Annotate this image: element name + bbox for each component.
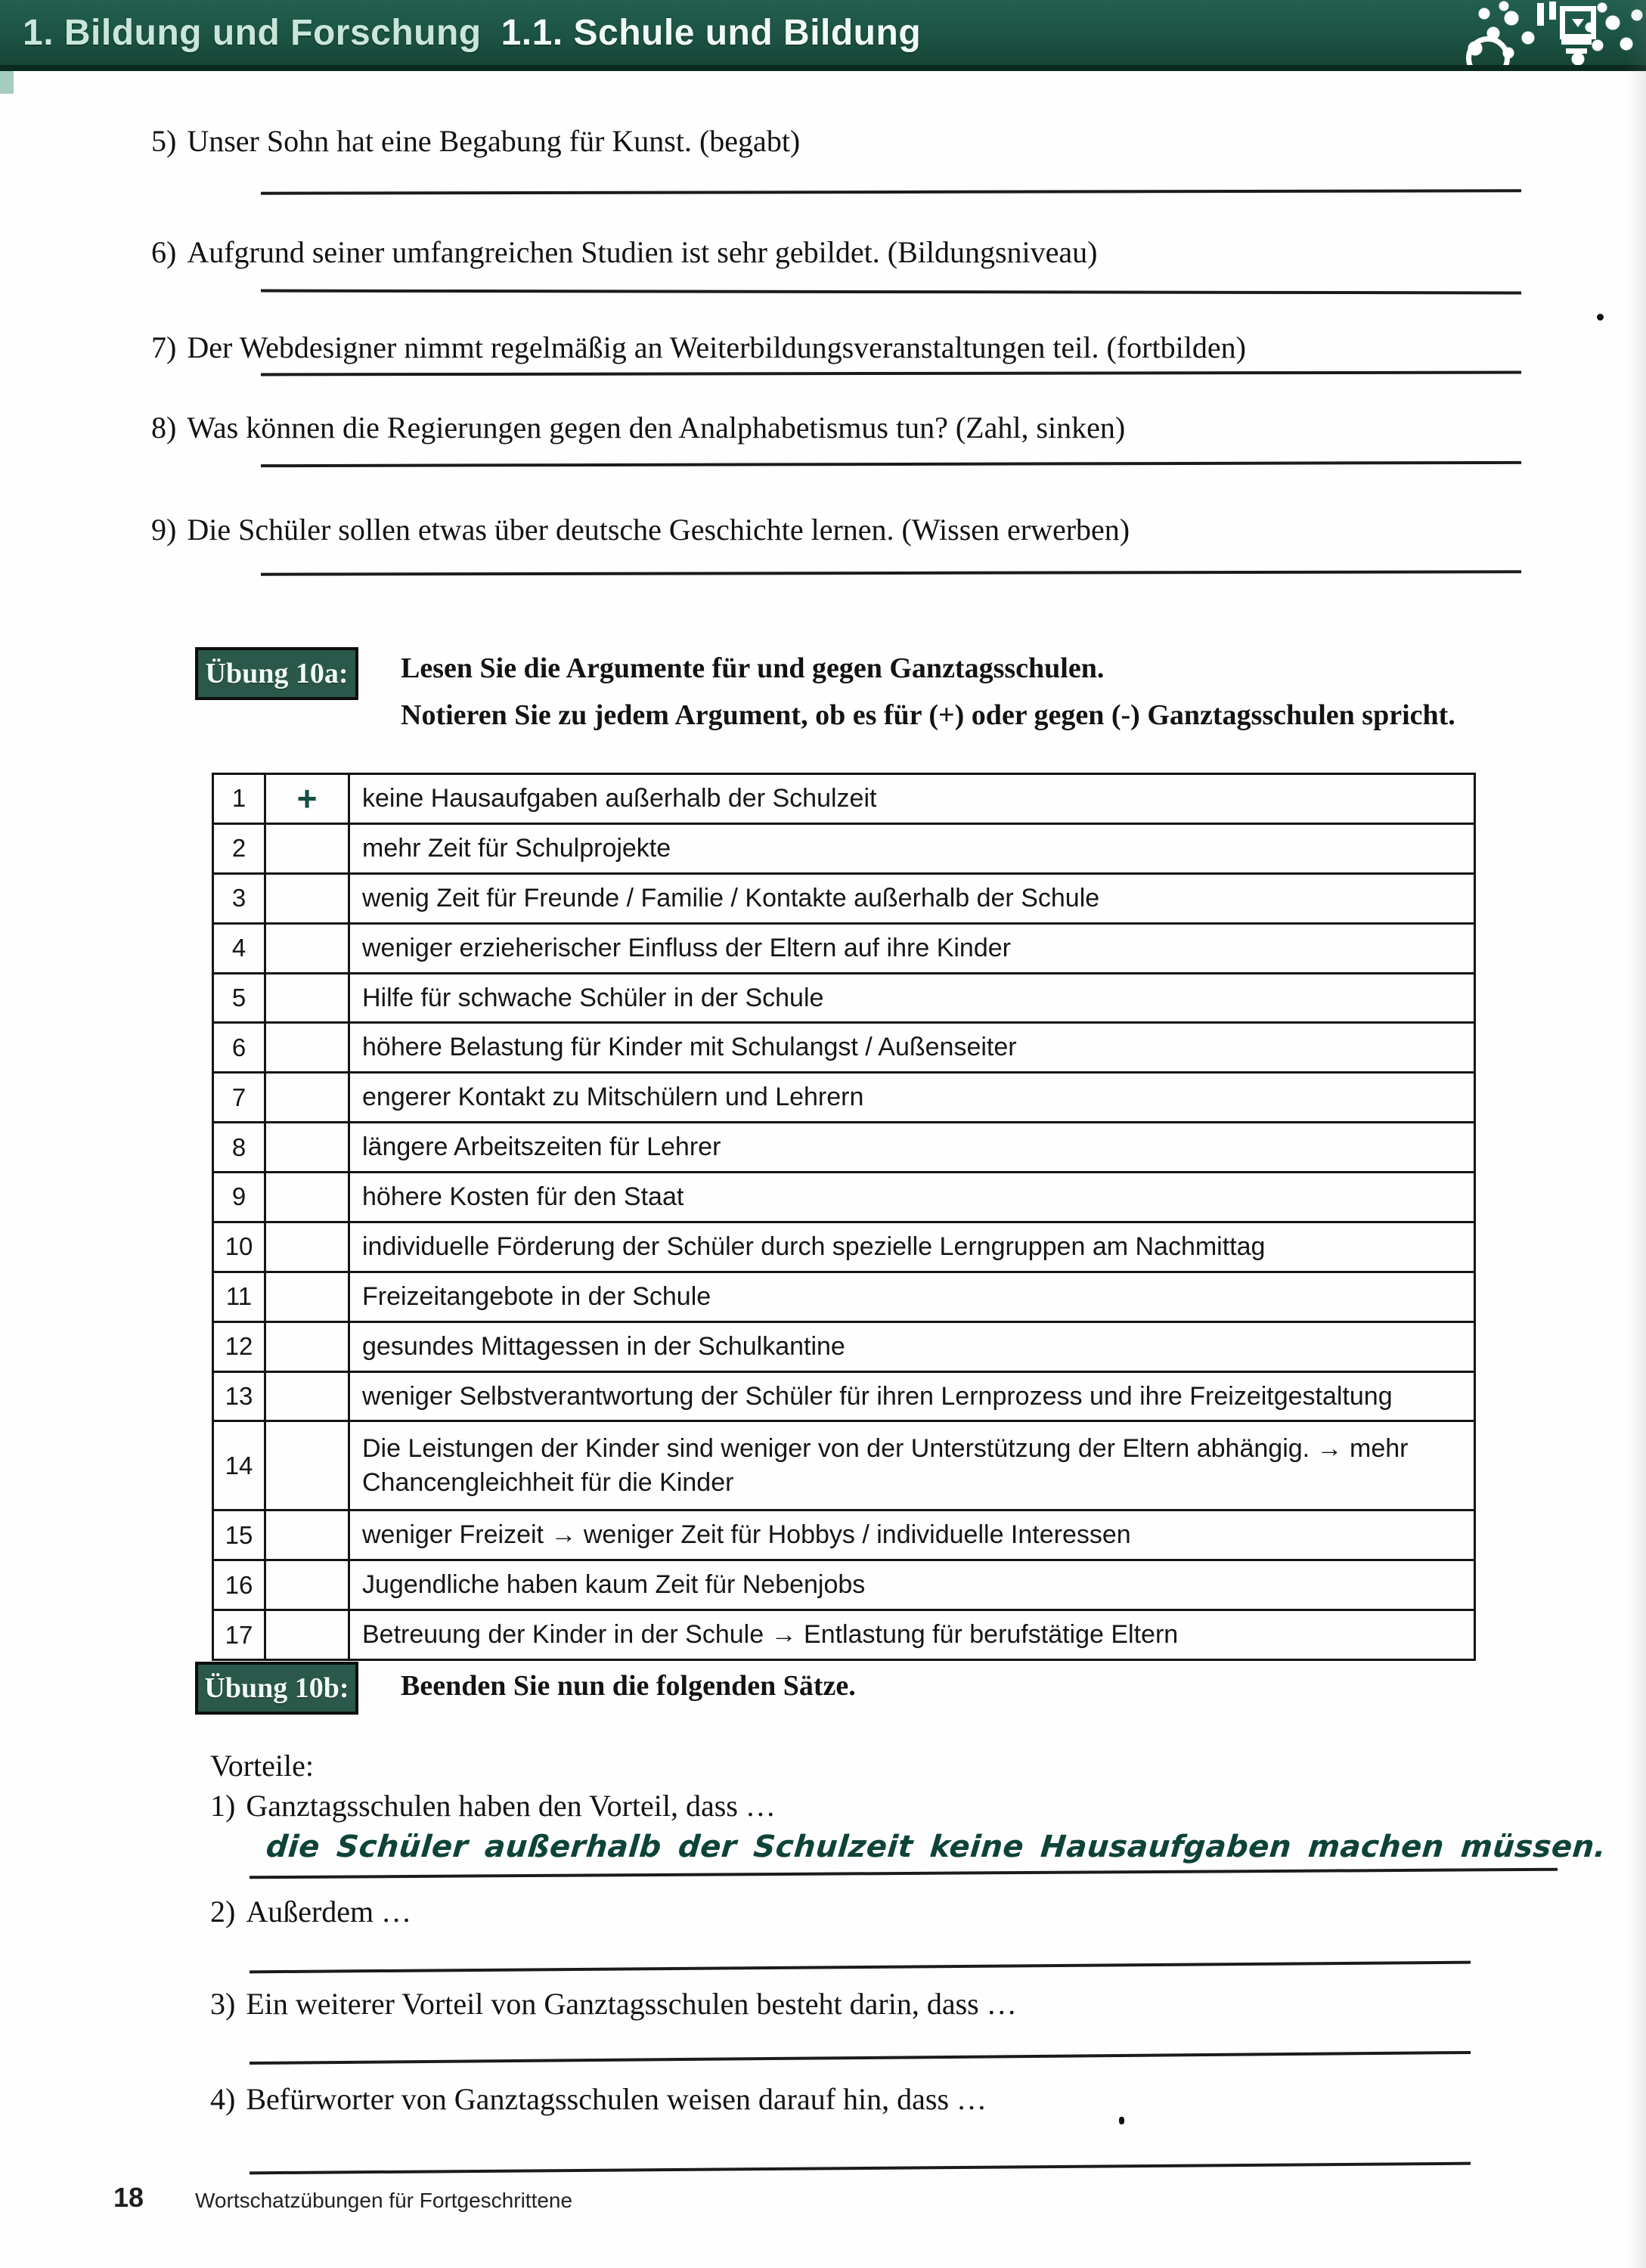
table-row — [213, 1321, 1475, 1371]
item-number: 2) — [210, 1895, 236, 1929]
exercise-badge-10a: Übung 10a: — [195, 647, 358, 700]
chapter-header-title — [23, 0, 921, 65]
ornament-bar-icon — [1549, 2, 1556, 20]
item-number: 6) — [151, 235, 177, 269]
table-row — [213, 823, 1475, 873]
item-text: Befürworter von Ganztagsschulen weisen darauf hin, dass … — [246, 2082, 987, 2116]
row-number: 16 — [213, 1560, 265, 1610]
chapter-header-bar — [0, 0, 1646, 71]
item-text: Außerdem … — [246, 1895, 412, 1929]
table-row — [213, 1222, 1475, 1272]
row-number: 2 — [213, 823, 265, 873]
exercise-item-5 — [151, 124, 800, 159]
ornament-triangle-icon — [1572, 19, 1584, 27]
exercise-item-9 — [151, 513, 1130, 547]
answer-blank-line — [261, 371, 1521, 376]
row-number: 14 — [213, 1421, 265, 1510]
instruction-line-1: Lesen Sie die Argumente für und gegen Ganztagsschulen. — [401, 652, 1105, 684]
exercise-item-6 — [151, 235, 1098, 270]
table-row — [213, 1560, 1475, 1610]
item-text: Ganztagsschulen haben den Vorteil, dass … — [246, 1789, 776, 1823]
table-row — [213, 1023, 1475, 1073]
table-row — [213, 973, 1475, 1023]
table-row — [213, 923, 1475, 973]
row-number: 4 — [213, 923, 265, 973]
table-row — [213, 1073, 1475, 1123]
chapter-title: 1. Bildung und Forschung — [23, 12, 482, 53]
row-number: 13 — [213, 1371, 265, 1421]
scan-artifact — [0, 71, 14, 94]
table-row — [213, 1173, 1475, 1222]
scan-edge-shadow — [1626, 0, 1646, 2268]
table-row — [213, 1272, 1475, 1321]
exercise-item-8 — [151, 411, 1125, 445]
completion-item-1 — [210, 1789, 776, 1823]
item-number: 5) — [151, 124, 177, 158]
completion-item-4 — [210, 2082, 987, 2117]
row-number: 7 — [213, 1073, 265, 1123]
section-title: 1.1. Schule und Bildung — [501, 12, 922, 53]
argument-text: keine Hausaufgaben außerhalb der Schulzeit — [349, 774, 1475, 824]
ornament-pattern-icon — [1465, 0, 1646, 65]
answer-blank-line — [250, 1961, 1471, 1974]
table-row — [213, 1123, 1475, 1173]
plus-minus-cell — [265, 1321, 349, 1371]
answer-blank-line — [261, 290, 1521, 295]
instruction-line-2: Notieren Sie zu jedem Argument, ob es für (+) oder gegen (-) Ganztagsschulen spricht. — [401, 699, 1455, 731]
row-number: 3 — [213, 873, 265, 923]
plus-minus-cell — [265, 1073, 349, 1123]
item-text: Was können die Regierungen gegen den Analphabetismus tun? (Zahl, sinken) — [187, 411, 1126, 445]
exercise-item-7 — [151, 330, 1246, 365]
table-row — [213, 774, 1475, 824]
ornament-bar-icon — [1561, 39, 1592, 45]
plus-minus-cell — [265, 1272, 349, 1321]
argument-text: weniger Freizeit → weniger Zeit für Hobbys / individuelle Interessen — [349, 1510, 1475, 1560]
table-row — [213, 1610, 1475, 1660]
table-row — [213, 1371, 1475, 1421]
answer-blank-line — [250, 2051, 1471, 2065]
table-row — [213, 1421, 1475, 1510]
instruction-10b: Beenden Sie nun die folgenden Sätze. — [401, 1670, 856, 1702]
plus-minus-cell — [265, 1023, 349, 1073]
plus-minus-cell — [265, 823, 349, 873]
argument-text: gesundes Mittagessen in der Schulkantine — [349, 1321, 1475, 1371]
row-number: 11 — [213, 1272, 265, 1321]
completion-item-2 — [210, 1895, 411, 1929]
plus-minus-cell — [265, 873, 349, 923]
row-number: 1 — [213, 774, 265, 824]
row-number: 5 — [213, 973, 265, 1023]
argument-text: höhere Kosten für den Staat — [349, 1173, 1475, 1222]
plus-minus-cell — [265, 1222, 349, 1272]
plus-minus-cell — [265, 1510, 349, 1560]
argument-text: Hilfe für schwache Schüler in der Schule — [349, 973, 1475, 1023]
row-number: 15 — [213, 1510, 265, 1560]
scan-artifact — [1119, 2117, 1124, 2124]
row-number: 9 — [213, 1173, 265, 1222]
plus-minus-cell — [265, 1610, 349, 1660]
row-number: 12 — [213, 1321, 265, 1371]
plus-minus-cell — [265, 973, 349, 1023]
item-text: Der Webdesigner nimmt regelmäßig an Weiterbildungsveranstaltungen teil. (fortbilden) — [187, 330, 1246, 364]
argument-text: Die Leistungen der Kinder sind weniger von der Unterstützung der Eltern abhängig. → mehr Chancengleichheit für die Kinder — [349, 1421, 1475, 1510]
item-number: 1) — [210, 1789, 236, 1823]
row-number: 6 — [213, 1023, 265, 1073]
argument-text: Jugendliche haben kaum Zeit für Nebenjobs — [349, 1560, 1475, 1610]
argument-text: höhere Belastung für Kinder mit Schulangst / Außenseiter — [349, 1023, 1475, 1073]
row-number: 10 — [213, 1222, 265, 1272]
page-number: 18 — [113, 2182, 144, 2213]
item-text: Ein weiterer Vorteil von Ganztagsschulen besteht darin, dass … — [246, 1987, 1017, 2021]
ornament-bar-icon — [1537, 3, 1544, 26]
argument-text: individuelle Förderung der Schüler durch spezielle Lerngruppen am Nachmittag — [349, 1222, 1475, 1272]
ornament-bar-icon — [1566, 48, 1587, 54]
answer-blank-line — [250, 2162, 1471, 2175]
argument-text: wenig Zeit für Freunde / Familie / Kontakte außerhalb der Schule — [349, 873, 1475, 923]
item-number: 7) — [151, 330, 177, 364]
item-number: 8) — [151, 411, 177, 445]
argument-text: Betreuung der Kinder in der Schule → Entlastung für berufstätige Eltern — [349, 1610, 1475, 1660]
plus-minus-cell: + — [265, 774, 349, 824]
item-text: Aufgrund seiner umfangreichen Studien ist sehr gebildet. (Bildungsniveau) — [187, 235, 1098, 269]
answer-blank-line — [261, 570, 1521, 575]
plus-minus-cell — [265, 1371, 349, 1421]
item-number: 4) — [210, 2082, 236, 2116]
arguments-table — [212, 773, 1476, 1661]
plus-minus-cell — [265, 1173, 349, 1222]
item-text: Die Schüler sollen etwas über deutsche Geschichte lernen. (Wissen erwerben) — [187, 513, 1130, 547]
item-text: Unser Sohn hat eine Begabung für Kunst. (begabt) — [187, 124, 801, 158]
handwritten-answer: die Schüler außerhalb der Schulzeit keine Hausaufgaben machen müssen. — [264, 1830, 1608, 1864]
argument-text: Freizeitangebote in der Schule — [349, 1272, 1475, 1321]
answer-blank-line — [250, 1868, 1558, 1879]
item-number: 3) — [210, 1987, 236, 2021]
argument-text: längere Arbeitszeiten für Lehrer — [349, 1123, 1475, 1173]
row-number: 17 — [213, 1610, 265, 1660]
plus-minus-cell — [265, 1123, 349, 1173]
subheading-vorteile: Vorteile: — [210, 1749, 315, 1783]
completion-item-3 — [210, 1987, 1017, 2022]
plus-minus-cell — [265, 923, 349, 973]
table-row — [213, 1510, 1475, 1560]
item-number: 9) — [151, 513, 177, 547]
ornament-ring-icon — [1466, 36, 1510, 65]
row-number: 8 — [213, 1123, 265, 1173]
answer-blank-line — [261, 189, 1521, 194]
ornament-square-icon — [1560, 6, 1596, 39]
plus-minus-cell — [265, 1421, 349, 1510]
exercise-badge-10b: Übung 10b: — [195, 1662, 358, 1715]
argument-text: mehr Zeit für Schulprojekte — [349, 823, 1475, 873]
argument-text: weniger Selbstverantwortung der Schüler für ihren Lernprozess und ihre Freizeitgestaltung — [349, 1371, 1475, 1421]
plus-minus-cell — [265, 1560, 349, 1610]
table-row — [213, 873, 1475, 923]
answer-blank-line — [261, 461, 1521, 467]
argument-text: weniger erzieherischer Einfluss der Eltern auf ihre Kinder — [349, 923, 1475, 973]
argument-text: engerer Kontakt zu Mitschülern und Lehrern — [349, 1073, 1475, 1123]
scan-artifact — [1597, 314, 1604, 321]
book-title: Wortschatzübungen für Fortgeschrittene — [195, 2189, 573, 2212]
